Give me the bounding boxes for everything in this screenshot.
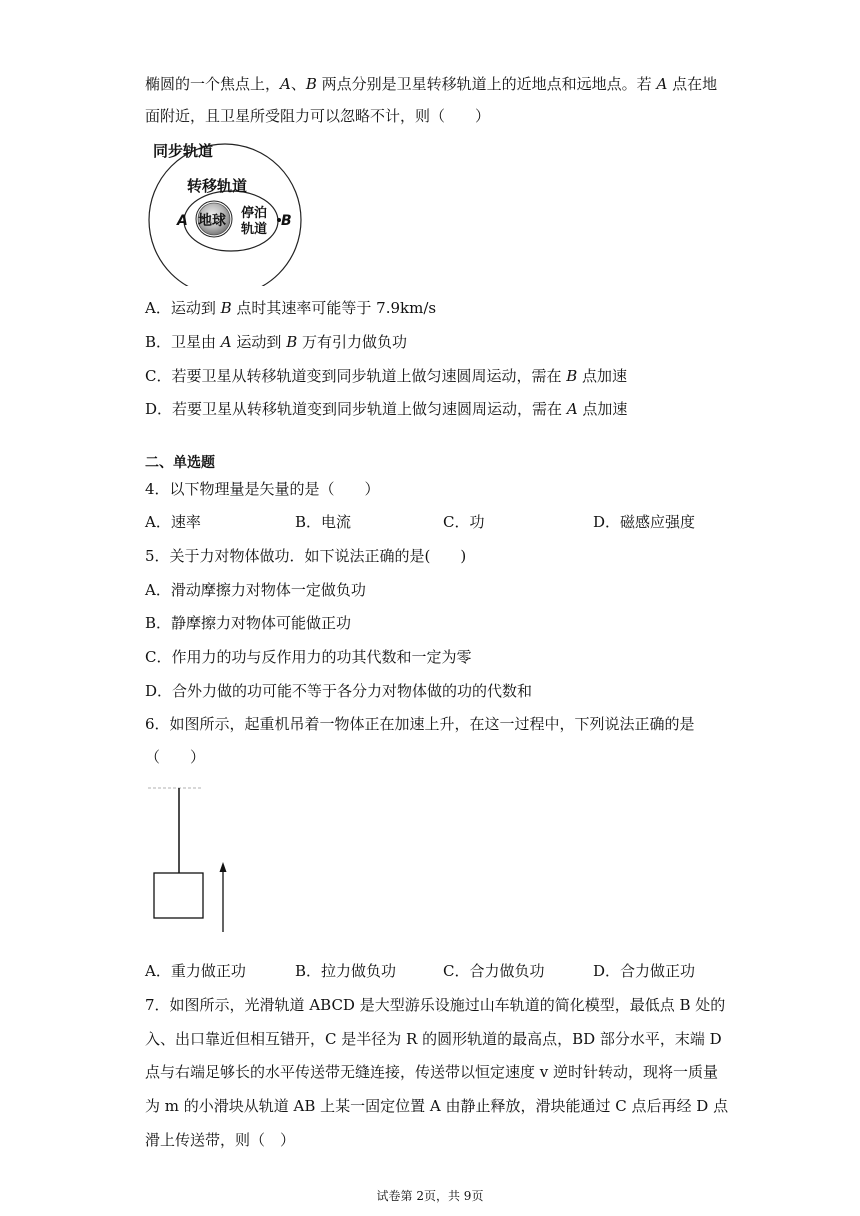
- q5-option-d: D．合外力做的功可能不等于各分力对物体做的功的代数和: [145, 682, 533, 700]
- q3-option-c: [145, 366, 627, 386]
- text: B: [220, 299, 232, 317]
- text: 点在地: [667, 75, 718, 93]
- text: 、: [290, 75, 306, 93]
- text: 两点分别是卫星转移轨道上的近地点和远地点。若: [316, 75, 657, 93]
- load-box: [154, 873, 203, 918]
- text: B: [566, 367, 578, 385]
- intro-line-2: 面附近，且卫星所受阻力可以忽略不计，则（ ）: [145, 107, 491, 125]
- parking-orbit-label-2: 轨道: [241, 222, 268, 237]
- text: B．卫星由: [145, 333, 221, 351]
- q6-option-b: B．拉力做负功: [295, 962, 397, 980]
- q3-option-a: [145, 298, 436, 318]
- q4-option-d: D．磁感应强度: [593, 513, 696, 531]
- q7-line-2: 入、出口靠近但相互错开，C 是半径为 R 的圆形轨道的最高点，BD 部分水平，末端 D: [145, 1030, 722, 1048]
- q7-line-5: 滑上传送带，则（ ）: [145, 1131, 296, 1149]
- q5-option-c: C．作用力的功与反作用力的功其代数和一定为零: [145, 648, 472, 666]
- text: B: [305, 75, 317, 93]
- q4-option-a: A．速率: [145, 513, 201, 531]
- arrow-up-icon: [220, 862, 227, 872]
- intro-line-1: [145, 74, 717, 94]
- parking-orbit-label-1: 停泊: [241, 206, 268, 221]
- sync-orbit-label: 同步轨道: [153, 142, 214, 160]
- q4-options: [145, 512, 745, 532]
- text: 椭圆的一个焦点上，: [145, 75, 281, 93]
- text: C．若要卫星从转移轨道变到同步轨道上做匀速圆周运动，需在: [145, 367, 567, 385]
- text: 运动到: [231, 333, 287, 351]
- orbit-figure: [145, 136, 315, 286]
- q3-option-d: [145, 399, 627, 419]
- text: A: [656, 75, 668, 93]
- q6-option-a: A．重力做正功: [145, 962, 246, 980]
- text: A: [566, 400, 578, 418]
- page-footer: 试卷第 2页，共 9页: [376, 1189, 484, 1203]
- q6-stem: 6．如图所示，起重机吊着一物体正在加速上升，在这一过程中，下列说法正确的是: [145, 715, 695, 733]
- point-b-label: B: [281, 213, 292, 229]
- q6-options: [145, 961, 745, 981]
- text: A: [220, 333, 232, 351]
- q7-line-3: 点与右端足够长的水平传送带无缝连接，传送带以恒定速度 v 逆时针转动，现将一质量: [145, 1063, 719, 1081]
- q4-option-b: B．电流: [295, 513, 352, 531]
- q6-stem-paren: （ ）: [145, 748, 206, 766]
- text: 点加速: [577, 367, 628, 385]
- text: B: [286, 333, 298, 351]
- q6-option-c: C．合力做负功: [443, 962, 545, 980]
- q5-option-a: A．滑动摩擦力对物体一定做负功: [145, 581, 366, 599]
- text: 点加速: [577, 400, 628, 418]
- text: D．若要卫星从转移轨道变到同步轨道上做匀速圆周运动，需在: [145, 400, 567, 418]
- transfer-orbit-label: 转移轨道: [187, 177, 248, 195]
- q4-option-c: C．功: [443, 513, 485, 531]
- q7-line-1: 7．如图所示，光滑轨道 ABCD 是大型游乐设施过山车轨道的简化模型，最低点 B 处的: [145, 996, 726, 1014]
- text: 点时其速率可能等于 7.9km/s: [231, 299, 437, 317]
- earth-label: 地球: [198, 213, 226, 229]
- text: A．运动到: [145, 299, 221, 317]
- point-a-label: A: [177, 213, 188, 229]
- text: A: [280, 75, 291, 93]
- q3-option-b: [145, 332, 407, 352]
- q5-stem: 5．关于力对物体做功．如下说法正确的是( ): [145, 547, 467, 565]
- q6-option-d: D．合力做正功: [593, 962, 696, 980]
- q5-option-b: B．静摩擦力对物体可能做正功: [145, 614, 352, 632]
- section-title: 二、单选题: [145, 455, 215, 471]
- q4-stem: 4．以下物理量是矢量的是（ ）: [145, 480, 380, 498]
- q7-line-4: 为 m 的小滑块从轨道 AB 上某一固定位置 A 由静止释放，滑块能通过 C 点后再经 D 点: [145, 1097, 729, 1115]
- crane-figure: [145, 780, 245, 935]
- text: 万有引力做负功: [297, 333, 407, 351]
